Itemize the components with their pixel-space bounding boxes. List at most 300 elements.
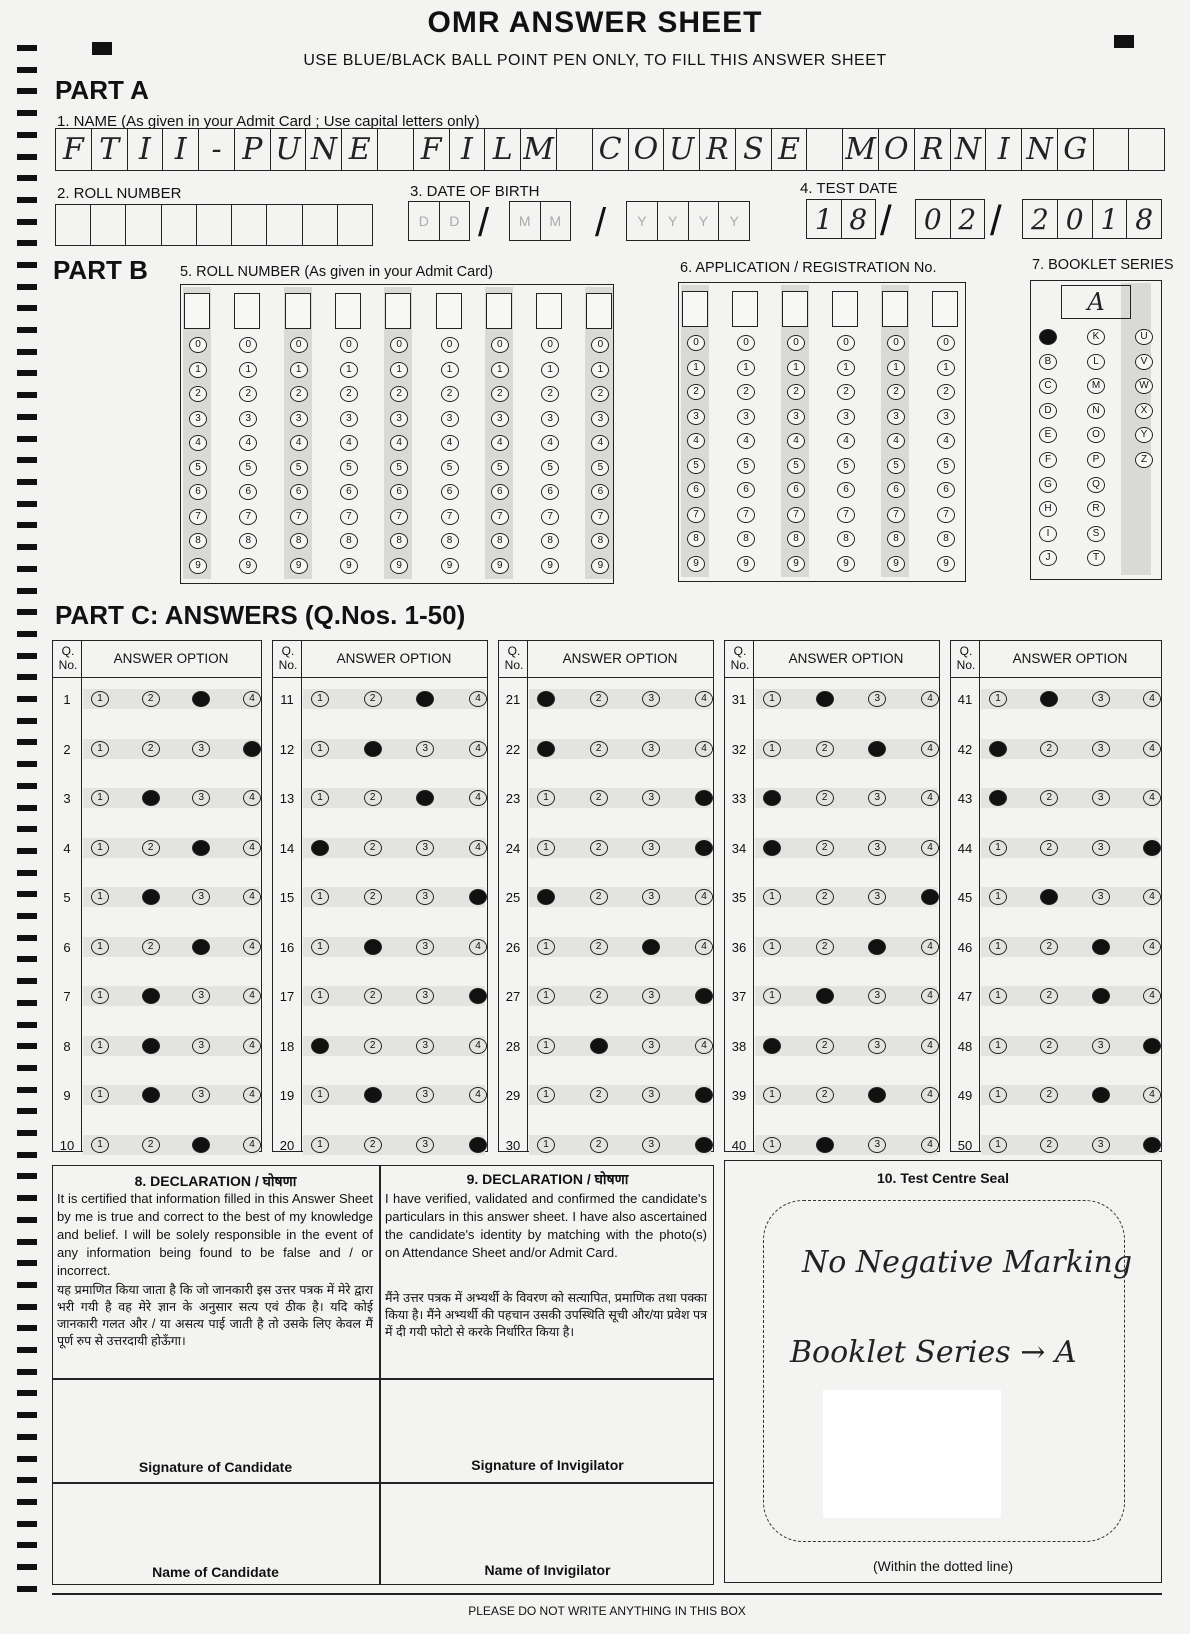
answer-bubble[interactable]: 1: [989, 988, 1007, 1004]
answer-bubble[interactable]: 4: [921, 691, 939, 707]
answer-bubble[interactable]: 2: [364, 790, 382, 806]
answer-bubble[interactable]: 4: [1143, 741, 1161, 757]
answer-bubble[interactable]: 1: [537, 1137, 555, 1153]
digit-bubble[interactable]: 8: [189, 533, 207, 549]
answer-bubble[interactable]: 2: [816, 1038, 834, 1054]
series-bubble[interactable]: N: [1087, 403, 1105, 419]
answer-bubble[interactable]: 2: [1040, 1087, 1058, 1103]
answer-bubble[interactable]: 3: [1092, 889, 1110, 905]
digit-bubble[interactable]: 1: [239, 362, 257, 378]
digit-bubble[interactable]: 8: [737, 531, 755, 547]
answer-bubble[interactable]: 2: [816, 840, 834, 856]
answer-bubble[interactable]: 1: [763, 889, 781, 905]
answer-bubble[interactable]: 2: [590, 889, 608, 905]
answer-bubble[interactable]: [142, 889, 160, 905]
test-date-char-box[interactable]: 0: [916, 200, 951, 238]
digit-write-box[interactable]: [285, 293, 311, 329]
answer-bubble[interactable]: 1: [537, 939, 555, 955]
digit-bubble[interactable]: 9: [687, 556, 705, 572]
answer-bubble[interactable]: 4: [243, 840, 261, 856]
digit-bubble[interactable]: 7: [390, 509, 408, 525]
dob-char-box[interactable]: Y: [658, 202, 689, 240]
answer-bubble[interactable]: 1: [91, 840, 109, 856]
answer-bubble[interactable]: 1: [91, 741, 109, 757]
digit-bubble[interactable]: 9: [787, 556, 805, 572]
answer-bubble[interactable]: 1: [311, 889, 329, 905]
digit-write-box[interactable]: [436, 293, 462, 329]
series-bubble[interactable]: C: [1039, 378, 1057, 394]
answer-bubble[interactable]: 2: [816, 939, 834, 955]
answer-bubble[interactable]: 3: [1092, 741, 1110, 757]
test-date-char-box[interactable]: 2: [958, 202, 977, 236]
answer-bubble[interactable]: [816, 988, 834, 1004]
digit-bubble[interactable]: 1: [541, 362, 559, 378]
answer-bubble[interactable]: 4: [921, 939, 939, 955]
digit-bubble[interactable]: 7: [290, 509, 308, 525]
series-bubble[interactable]: H: [1039, 501, 1057, 517]
digit-bubble[interactable]: 6: [541, 484, 559, 500]
digit-bubble[interactable]: 5: [189, 460, 207, 476]
name-char-box[interactable]: N: [306, 129, 342, 170]
answer-bubble[interactable]: 4: [243, 1038, 261, 1054]
answer-bubble[interactable]: 1: [91, 889, 109, 905]
digit-bubble[interactable]: 2: [340, 386, 358, 402]
digit-bubble[interactable]: 1: [290, 362, 308, 378]
series-bubble[interactable]: P: [1087, 452, 1105, 468]
series-bubble[interactable]: T: [1087, 550, 1105, 566]
answer-bubble[interactable]: 1: [537, 790, 555, 806]
digit-bubble[interactable]: 3: [887, 409, 905, 425]
series-bubble[interactable]: G: [1039, 477, 1057, 493]
digit-bubble[interactable]: 9: [390, 558, 408, 574]
digit-bubble[interactable]: 3: [441, 411, 459, 427]
digit-bubble[interactable]: 3: [340, 411, 358, 427]
answer-bubble[interactable]: 2: [1040, 741, 1058, 757]
answer-bubble[interactable]: [590, 1038, 608, 1054]
answer-bubble[interactable]: 2: [1040, 988, 1058, 1004]
answer-bubble[interactable]: 3: [868, 988, 886, 1004]
name-char-box[interactable]: C: [593, 129, 629, 170]
answer-bubble[interactable]: 2: [590, 988, 608, 1004]
digit-bubble[interactable]: 1: [591, 362, 609, 378]
answer-bubble[interactable]: [142, 988, 160, 1004]
dob-char-box[interactable]: M: [510, 202, 541, 240]
name-char-box[interactable]: N: [1022, 129, 1058, 170]
roll-char-box[interactable]: [91, 205, 126, 245]
digit-bubble[interactable]: 2: [290, 386, 308, 402]
digit-bubble[interactable]: 5: [787, 458, 805, 474]
answer-bubble[interactable]: 2: [816, 741, 834, 757]
answer-bubble[interactable]: 4: [695, 889, 713, 905]
series-bubble[interactable]: Z: [1135, 452, 1153, 468]
name-char-box[interactable]: U: [664, 129, 700, 170]
digit-bubble[interactable]: 3: [591, 411, 609, 427]
answer-bubble[interactable]: 1: [537, 1087, 555, 1103]
answer-bubble[interactable]: [364, 1087, 382, 1103]
answer-bubble[interactable]: [816, 1137, 834, 1153]
answer-bubble[interactable]: 3: [868, 889, 886, 905]
answer-bubble[interactable]: 1: [91, 691, 109, 707]
answer-bubble[interactable]: [142, 1087, 160, 1103]
digit-bubble[interactable]: 1: [937, 360, 955, 376]
digit-write-box[interactable]: [682, 291, 708, 327]
digit-bubble[interactable]: 7: [441, 509, 459, 525]
digit-bubble[interactable]: 2: [491, 386, 509, 402]
answer-bubble[interactable]: [311, 1038, 329, 1054]
answer-bubble[interactable]: [1092, 939, 1110, 955]
test-date-char-box[interactable]: 8: [1135, 202, 1154, 236]
series-bubble[interactable]: F: [1039, 452, 1057, 468]
digit-bubble[interactable]: 7: [591, 509, 609, 525]
answer-bubble[interactable]: 4: [695, 741, 713, 757]
digit-bubble[interactable]: 0: [239, 337, 257, 353]
digit-bubble[interactable]: 9: [441, 558, 459, 574]
digit-bubble[interactable]: 4: [390, 435, 408, 451]
answer-bubble[interactable]: 1: [311, 1087, 329, 1103]
digit-bubble[interactable]: 4: [687, 433, 705, 449]
answer-bubble[interactable]: 3: [868, 691, 886, 707]
digit-bubble[interactable]: 7: [541, 509, 559, 525]
roll-char-box[interactable]: [303, 205, 338, 245]
digit-bubble[interactable]: 2: [887, 384, 905, 400]
answer-bubble[interactable]: 4: [469, 741, 487, 757]
digit-bubble[interactable]: 6: [591, 484, 609, 500]
digit-bubble[interactable]: 3: [837, 409, 855, 425]
digit-bubble[interactable]: 0: [340, 337, 358, 353]
answer-bubble[interactable]: 2: [1040, 790, 1058, 806]
series-bubble[interactable]: D: [1039, 403, 1057, 419]
digit-bubble[interactable]: 8: [887, 531, 905, 547]
name-char-box[interactable]: S: [736, 129, 772, 170]
answer-bubble[interactable]: 1: [989, 691, 1007, 707]
digit-bubble[interactable]: 3: [491, 411, 509, 427]
answer-bubble[interactable]: 3: [416, 1087, 434, 1103]
answer-bubble[interactable]: [142, 790, 160, 806]
answer-bubble[interactable]: [537, 741, 555, 757]
answer-bubble[interactable]: 1: [311, 988, 329, 1004]
dob-char-box[interactable]: Y: [729, 213, 739, 229]
answer-bubble[interactable]: 2: [364, 1038, 382, 1054]
digit-bubble[interactable]: 4: [837, 433, 855, 449]
digit-bubble[interactable]: 7: [887, 507, 905, 523]
answer-bubble[interactable]: 3: [192, 1038, 210, 1054]
digit-bubble[interactable]: 4: [340, 435, 358, 451]
dob-char-box[interactable]: Y: [627, 202, 658, 240]
digit-bubble[interactable]: 6: [290, 484, 308, 500]
answer-bubble[interactable]: 4: [921, 1038, 939, 1054]
series-bubble[interactable]: Y: [1135, 427, 1153, 443]
name-char-box[interactable]: [378, 129, 414, 170]
answer-bubble[interactable]: 2: [590, 1087, 608, 1103]
series-bubble[interactable]: R: [1087, 501, 1105, 517]
answer-bubble[interactable]: 1: [989, 1087, 1007, 1103]
answer-bubble[interactable]: [695, 1137, 713, 1153]
answer-bubble[interactable]: 4: [469, 790, 487, 806]
name-char-box[interactable]: F: [414, 129, 450, 170]
digit-bubble[interactable]: 9: [239, 558, 257, 574]
answer-bubble[interactable]: 4: [921, 840, 939, 856]
series-bubble[interactable]: U: [1135, 329, 1153, 345]
name-char-box[interactable]: F: [56, 129, 92, 170]
answer-bubble[interactable]: 3: [642, 790, 660, 806]
digit-bubble[interactable]: 2: [787, 384, 805, 400]
digit-bubble[interactable]: 1: [189, 362, 207, 378]
answer-bubble[interactable]: [642, 939, 660, 955]
name-char-box[interactable]: R: [700, 129, 736, 170]
roll-char-box[interactable]: [232, 205, 267, 245]
answer-bubble[interactable]: 2: [142, 691, 160, 707]
digit-bubble[interactable]: 6: [937, 482, 955, 498]
answer-bubble[interactable]: 4: [243, 691, 261, 707]
digit-write-box[interactable]: [782, 291, 808, 327]
answer-bubble[interactable]: 4: [921, 988, 939, 1004]
answer-bubble[interactable]: 1: [763, 691, 781, 707]
name-char-box[interactable]: M: [843, 129, 879, 170]
digit-bubble[interactable]: 0: [491, 337, 509, 353]
dob-group[interactable]: [626, 201, 750, 241]
answer-bubble[interactable]: 2: [364, 840, 382, 856]
answer-bubble[interactable]: 2: [1040, 1137, 1058, 1153]
digit-bubble[interactable]: 7: [937, 507, 955, 523]
answer-bubble[interactable]: [989, 741, 1007, 757]
digit-bubble[interactable]: 7: [687, 507, 705, 523]
roll-char-box[interactable]: [56, 205, 91, 245]
digit-bubble[interactable]: 4: [441, 435, 459, 451]
digit-bubble[interactable]: 6: [887, 482, 905, 498]
digit-bubble[interactable]: 5: [290, 460, 308, 476]
digit-bubble[interactable]: 8: [837, 531, 855, 547]
roll-char-box[interactable]: [338, 205, 372, 245]
series-bubble[interactable]: S: [1087, 526, 1105, 542]
digit-bubble[interactable]: 3: [787, 409, 805, 425]
digit-bubble[interactable]: 8: [541, 533, 559, 549]
digit-bubble[interactable]: 2: [541, 386, 559, 402]
answer-bubble[interactable]: 4: [243, 939, 261, 955]
answer-bubble[interactable]: 1: [989, 889, 1007, 905]
answer-bubble[interactable]: [695, 790, 713, 806]
answer-bubble[interactable]: [1143, 840, 1161, 856]
series-bubble[interactable]: X: [1135, 403, 1153, 419]
digit-bubble[interactable]: 7: [340, 509, 358, 525]
series-bubble[interactable]: A: [1039, 329, 1057, 345]
dob-group[interactable]: [408, 201, 470, 241]
digit-bubble[interactable]: 3: [541, 411, 559, 427]
answer-bubble[interactable]: 4: [921, 1137, 939, 1153]
answer-bubble[interactable]: 4: [243, 988, 261, 1004]
answer-bubble[interactable]: 2: [142, 741, 160, 757]
digit-write-box[interactable]: [385, 293, 411, 329]
digit-write-box[interactable]: [732, 291, 758, 327]
series-bubble[interactable]: E: [1039, 427, 1057, 443]
answer-bubble[interactable]: 1: [91, 988, 109, 1004]
answer-bubble[interactable]: 3: [192, 790, 210, 806]
answer-bubble[interactable]: 3: [642, 840, 660, 856]
digit-write-box[interactable]: [536, 293, 562, 329]
series-bubble[interactable]: V: [1135, 354, 1153, 370]
digit-bubble[interactable]: 3: [239, 411, 257, 427]
answer-bubble[interactable]: [469, 889, 487, 905]
digit-bubble[interactable]: 4: [541, 435, 559, 451]
answer-bubble[interactable]: [868, 939, 886, 955]
digit-bubble[interactable]: 5: [541, 460, 559, 476]
series-bubble[interactable]: L: [1087, 354, 1105, 370]
digit-write-box[interactable]: [882, 291, 908, 327]
dob-group[interactable]: [509, 201, 571, 241]
answer-bubble[interactable]: 4: [1143, 1087, 1161, 1103]
name-char-box[interactable]: [1094, 129, 1130, 170]
answer-bubble[interactable]: [469, 1137, 487, 1153]
answer-bubble[interactable]: 4: [1143, 889, 1161, 905]
answer-bubble[interactable]: 2: [364, 889, 382, 905]
answer-bubble[interactable]: [816, 691, 834, 707]
digit-bubble[interactable]: 7: [189, 509, 207, 525]
digit-bubble[interactable]: 4: [887, 433, 905, 449]
digit-bubble[interactable]: 8: [239, 533, 257, 549]
digit-bubble[interactable]: 1: [340, 362, 358, 378]
digit-bubble[interactable]: 2: [937, 384, 955, 400]
digit-bubble[interactable]: 8: [340, 533, 358, 549]
digit-bubble[interactable]: 0: [390, 337, 408, 353]
test-date-group[interactable]: [806, 199, 876, 239]
digit-bubble[interactable]: 3: [687, 409, 705, 425]
answer-bubble[interactable]: [921, 889, 939, 905]
digit-bubble[interactable]: 6: [687, 482, 705, 498]
name-char-box[interactable]: [807, 129, 843, 170]
digit-bubble[interactable]: 2: [737, 384, 755, 400]
answer-bubble[interactable]: 2: [364, 988, 382, 1004]
name-char-box[interactable]: L: [485, 129, 521, 170]
answer-bubble[interactable]: 2: [1040, 840, 1058, 856]
digit-write-box[interactable]: [234, 293, 260, 329]
dob-char-box[interactable]: Y: [689, 202, 720, 240]
answer-bubble[interactable]: 3: [416, 741, 434, 757]
dob-char-box[interactable]: D: [449, 213, 460, 229]
answer-bubble[interactable]: 2: [1040, 1038, 1058, 1054]
series-bubble[interactable]: K: [1087, 329, 1105, 345]
name-char-box[interactable]: I: [986, 129, 1022, 170]
answer-bubble[interactable]: 3: [868, 790, 886, 806]
digit-bubble[interactable]: 6: [390, 484, 408, 500]
digit-bubble[interactable]: 7: [491, 509, 509, 525]
test-date-char-box[interactable]: 1: [1093, 200, 1128, 238]
answer-bubble[interactable]: 1: [91, 790, 109, 806]
series-bubble[interactable]: I: [1039, 526, 1057, 542]
answer-bubble[interactable]: 4: [469, 691, 487, 707]
answer-bubble[interactable]: 3: [416, 840, 434, 856]
answer-bubble[interactable]: [192, 939, 210, 955]
answer-bubble[interactable]: 2: [590, 790, 608, 806]
answer-bubble[interactable]: 2: [142, 1137, 160, 1153]
answer-bubble[interactable]: [1092, 1087, 1110, 1103]
name-char-box[interactable]: T: [92, 129, 128, 170]
digit-bubble[interactable]: 8: [390, 533, 408, 549]
answer-bubble[interactable]: 3: [642, 691, 660, 707]
digit-bubble[interactable]: 1: [837, 360, 855, 376]
answer-bubble[interactable]: 3: [642, 741, 660, 757]
answer-bubble[interactable]: 4: [243, 1087, 261, 1103]
test-date-char-box[interactable]: 8: [849, 202, 868, 236]
digit-bubble[interactable]: 2: [441, 386, 459, 402]
answer-bubble[interactable]: [763, 1038, 781, 1054]
name-char-box[interactable]: R: [915, 129, 951, 170]
digit-bubble[interactable]: 0: [687, 335, 705, 351]
roll-char-box[interactable]: [126, 205, 161, 245]
digit-bubble[interactable]: 5: [239, 460, 257, 476]
answer-bubble[interactable]: 3: [416, 988, 434, 1004]
digit-bubble[interactable]: 0: [290, 337, 308, 353]
answer-bubble[interactable]: 4: [469, 939, 487, 955]
digit-bubble[interactable]: 4: [737, 433, 755, 449]
digit-bubble[interactable]: 8: [591, 533, 609, 549]
answer-bubble[interactable]: 3: [642, 1087, 660, 1103]
answer-bubble[interactable]: 2: [816, 1087, 834, 1103]
digit-bubble[interactable]: 9: [340, 558, 358, 574]
answer-bubble[interactable]: 3: [416, 939, 434, 955]
digit-bubble[interactable]: 1: [441, 362, 459, 378]
digit-bubble[interactable]: 6: [837, 482, 855, 498]
digit-bubble[interactable]: 0: [591, 337, 609, 353]
digit-bubble[interactable]: 8: [937, 531, 955, 547]
digit-bubble[interactable]: 6: [239, 484, 257, 500]
answer-bubble[interactable]: 2: [590, 840, 608, 856]
answer-bubble[interactable]: 3: [642, 889, 660, 905]
digit-write-box[interactable]: [335, 293, 361, 329]
digit-bubble[interactable]: 5: [491, 460, 509, 476]
series-bubble[interactable]: M: [1087, 378, 1105, 394]
answer-bubble[interactable]: 4: [921, 741, 939, 757]
test-date-char-box[interactable]: 2: [1023, 200, 1058, 238]
digit-bubble[interactable]: 7: [787, 507, 805, 523]
answer-bubble[interactable]: 4: [243, 889, 261, 905]
digit-bubble[interactable]: 3: [937, 409, 955, 425]
answer-bubble[interactable]: 4: [469, 1087, 487, 1103]
digit-bubble[interactable]: 4: [937, 433, 955, 449]
name-char-box[interactable]: P: [235, 129, 271, 170]
digit-bubble[interactable]: 4: [189, 435, 207, 451]
dob-char-box[interactable]: D: [409, 202, 440, 240]
answer-bubble[interactable]: 2: [142, 939, 160, 955]
roll-number-field[interactable]: [55, 204, 373, 246]
test-date-group[interactable]: [1022, 199, 1162, 239]
answer-bubble[interactable]: [537, 889, 555, 905]
booklet-series-write-box[interactable]: A: [1061, 285, 1131, 319]
answer-bubble[interactable]: 3: [192, 889, 210, 905]
digit-bubble[interactable]: 4: [491, 435, 509, 451]
digit-bubble[interactable]: 1: [887, 360, 905, 376]
answer-bubble[interactable]: 3: [192, 1087, 210, 1103]
digit-bubble[interactable]: 5: [340, 460, 358, 476]
digit-bubble[interactable]: 2: [687, 384, 705, 400]
answer-bubble[interactable]: 4: [921, 1087, 939, 1103]
name-char-box[interactable]: M: [521, 129, 557, 170]
answer-bubble[interactable]: 3: [416, 889, 434, 905]
answer-bubble[interactable]: 3: [192, 741, 210, 757]
digit-bubble[interactable]: 7: [737, 507, 755, 523]
name-char-box[interactable]: I: [163, 129, 199, 170]
name-char-box[interactable]: U: [271, 129, 307, 170]
answer-bubble[interactable]: 1: [311, 939, 329, 955]
digit-bubble[interactable]: 0: [837, 335, 855, 351]
answer-bubble[interactable]: [243, 741, 261, 757]
digit-bubble[interactable]: 6: [340, 484, 358, 500]
answer-bubble[interactable]: 3: [1092, 1038, 1110, 1054]
answer-bubble[interactable]: 2: [1040, 939, 1058, 955]
roll-char-box[interactable]: [162, 205, 197, 245]
digit-bubble[interactable]: 6: [787, 482, 805, 498]
answer-bubble[interactable]: [763, 840, 781, 856]
roll-number-bubble-grid[interactable]: [180, 284, 614, 584]
answer-bubble[interactable]: 1: [311, 790, 329, 806]
